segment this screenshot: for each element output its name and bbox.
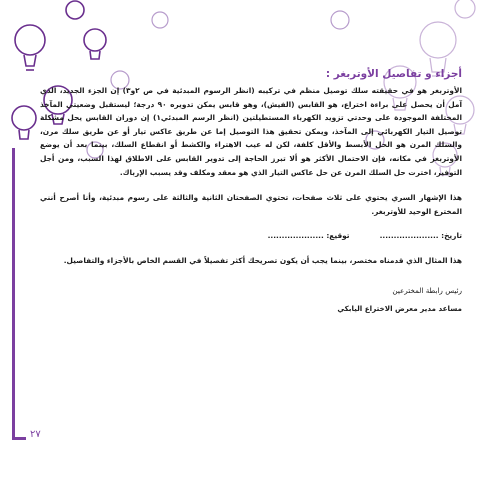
page-number: ٢٧ [30, 429, 41, 440]
section-title: أجزاء و تفاصيل الأوتربغر : [325, 68, 462, 80]
margin-rule-foot [12, 437, 26, 440]
signatory-title: رئيس رابطة المخترعين [392, 285, 462, 295]
date-signature-row [40, 231, 462, 240]
signatory-subtitle: مساعد مدير معرض الاختراع اليابكي [337, 303, 462, 313]
paragraph-patent-note: هذا الإشهار السري يحتوي على ثلاث صفحات، تحتوي الصفحتان الثانية والثالثة على رسوم مبدئية، وأنا أصرح أنني المخترع الوحيد للأوتربغر. [40, 193, 462, 216]
paragraph-description: الأوتربغر هو في حقيقته سلك توصيل منظم في تركيبه (انظر الرسوم المبدئية في ص ٢و٣) إن الجزء الجديد، الذي آمل أن يحصل على براءة اختراع، هو القابس (الفيش)، وهو قابس يمكن تدويره ٩٠ درجة؛ ليستقبل وضعيتي المآخذ المختلفة الموجودة على وحدتي تزويد الكهرباء المستطيلتين (انظر الرسم المبدئي١) إن دوران القابس يحل مشكلة توصيل التيار الكهربائي إلى المآخذ، ويمكن تحقيق هذا التوصيل إما عن طريق عاكس تيار أو عن طريق سلك مرن، والسلك المرن هو الحل الأبسط والأقل كلفة، لكن له عيب الاهتراء والكشط أو انقطاع السلك، بينما بعد أن يوضع الأوتربغر في مكانه، فإن الاحتمال الأكثر هو ألا تبرز الحاجة إلى تدوير القابس على الاطلاق لهذا السبب، ومن أجل التوفير، اخترت حل السلك المرن عن حل عاكس التيار الذي هو معقد ومكلف وقد يسبب الإرباك. [40, 86, 462, 177]
date-label: تاريخ: ..................... [379, 231, 462, 241]
signatories [40, 282, 462, 318]
document-body [40, 68, 462, 318]
margin-rule [12, 148, 15, 440]
paragraph-closing-note: هذا المثال الذي قدمناه مختصر، بينما يجب أن يكون تصريحك أكثر تفصيلاً في القسم الخاص بالأجزاء والتفاصيل. [63, 256, 462, 266]
signature-label: توقيع: .................... [267, 231, 350, 241]
